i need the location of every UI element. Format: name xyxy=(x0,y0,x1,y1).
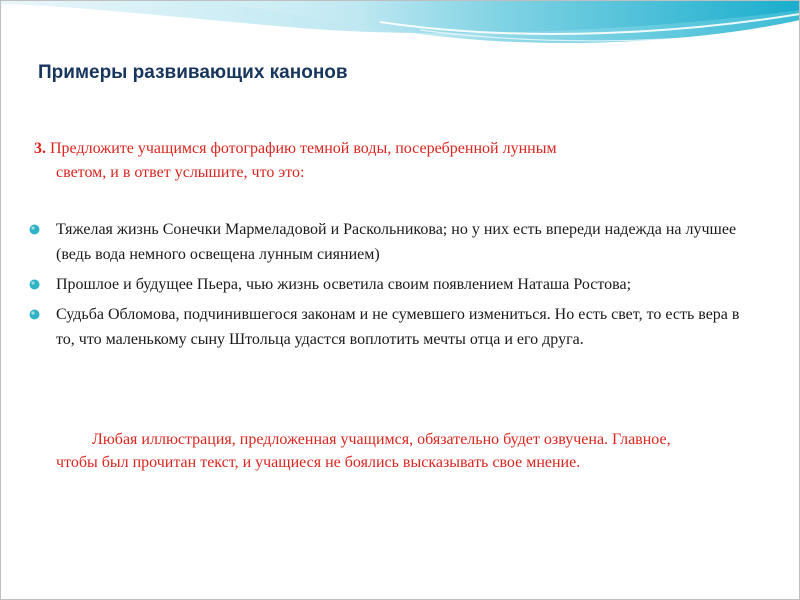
circle-bullet-icon xyxy=(29,224,40,235)
bullet-text: Судьба Обломова, подчинившегося законам и не сумевшего измениться. Но есть свет, то есть вера в то, что маленькому сыну Штольца удастся воплотить мечты отца и его друга. xyxy=(56,306,740,348)
bullet-text: Прошлое и будущее Пьера, чью жизнь осветила своим появлением Наташа Ростова; xyxy=(56,276,632,293)
list-item xyxy=(20,272,750,297)
intro-text xyxy=(34,137,734,185)
circle-bullet-icon xyxy=(29,279,40,290)
circle-bullet-icon xyxy=(29,309,40,320)
list-item xyxy=(20,302,750,352)
intro-line-1: Предложите учащимся фотографию темной воды, посеребренной лунным xyxy=(46,140,557,157)
header-wave-decoration xyxy=(0,0,800,60)
bullet-list xyxy=(20,217,750,357)
intro-line-2: светом, и в ответ услышите, что это: xyxy=(56,164,305,181)
list-item xyxy=(20,217,750,267)
intro-number: 3. xyxy=(34,140,46,157)
slide-title: Примеры развивающих канонов xyxy=(38,62,348,83)
conclusion-text: Любая иллюстрация, предложенная учащимся, обязательно будет озвучена. Главное, чтобы был прочитан текст, и учащиеся не боялись высказывать свое мнение. xyxy=(56,431,671,471)
bullet-text: Тяжелая жизнь Сонечки Мармеладовой и Раскольникова; но у них есть впереди надежда на лучшее (ведь вода немного освещена лунным сиянием) xyxy=(56,221,737,263)
